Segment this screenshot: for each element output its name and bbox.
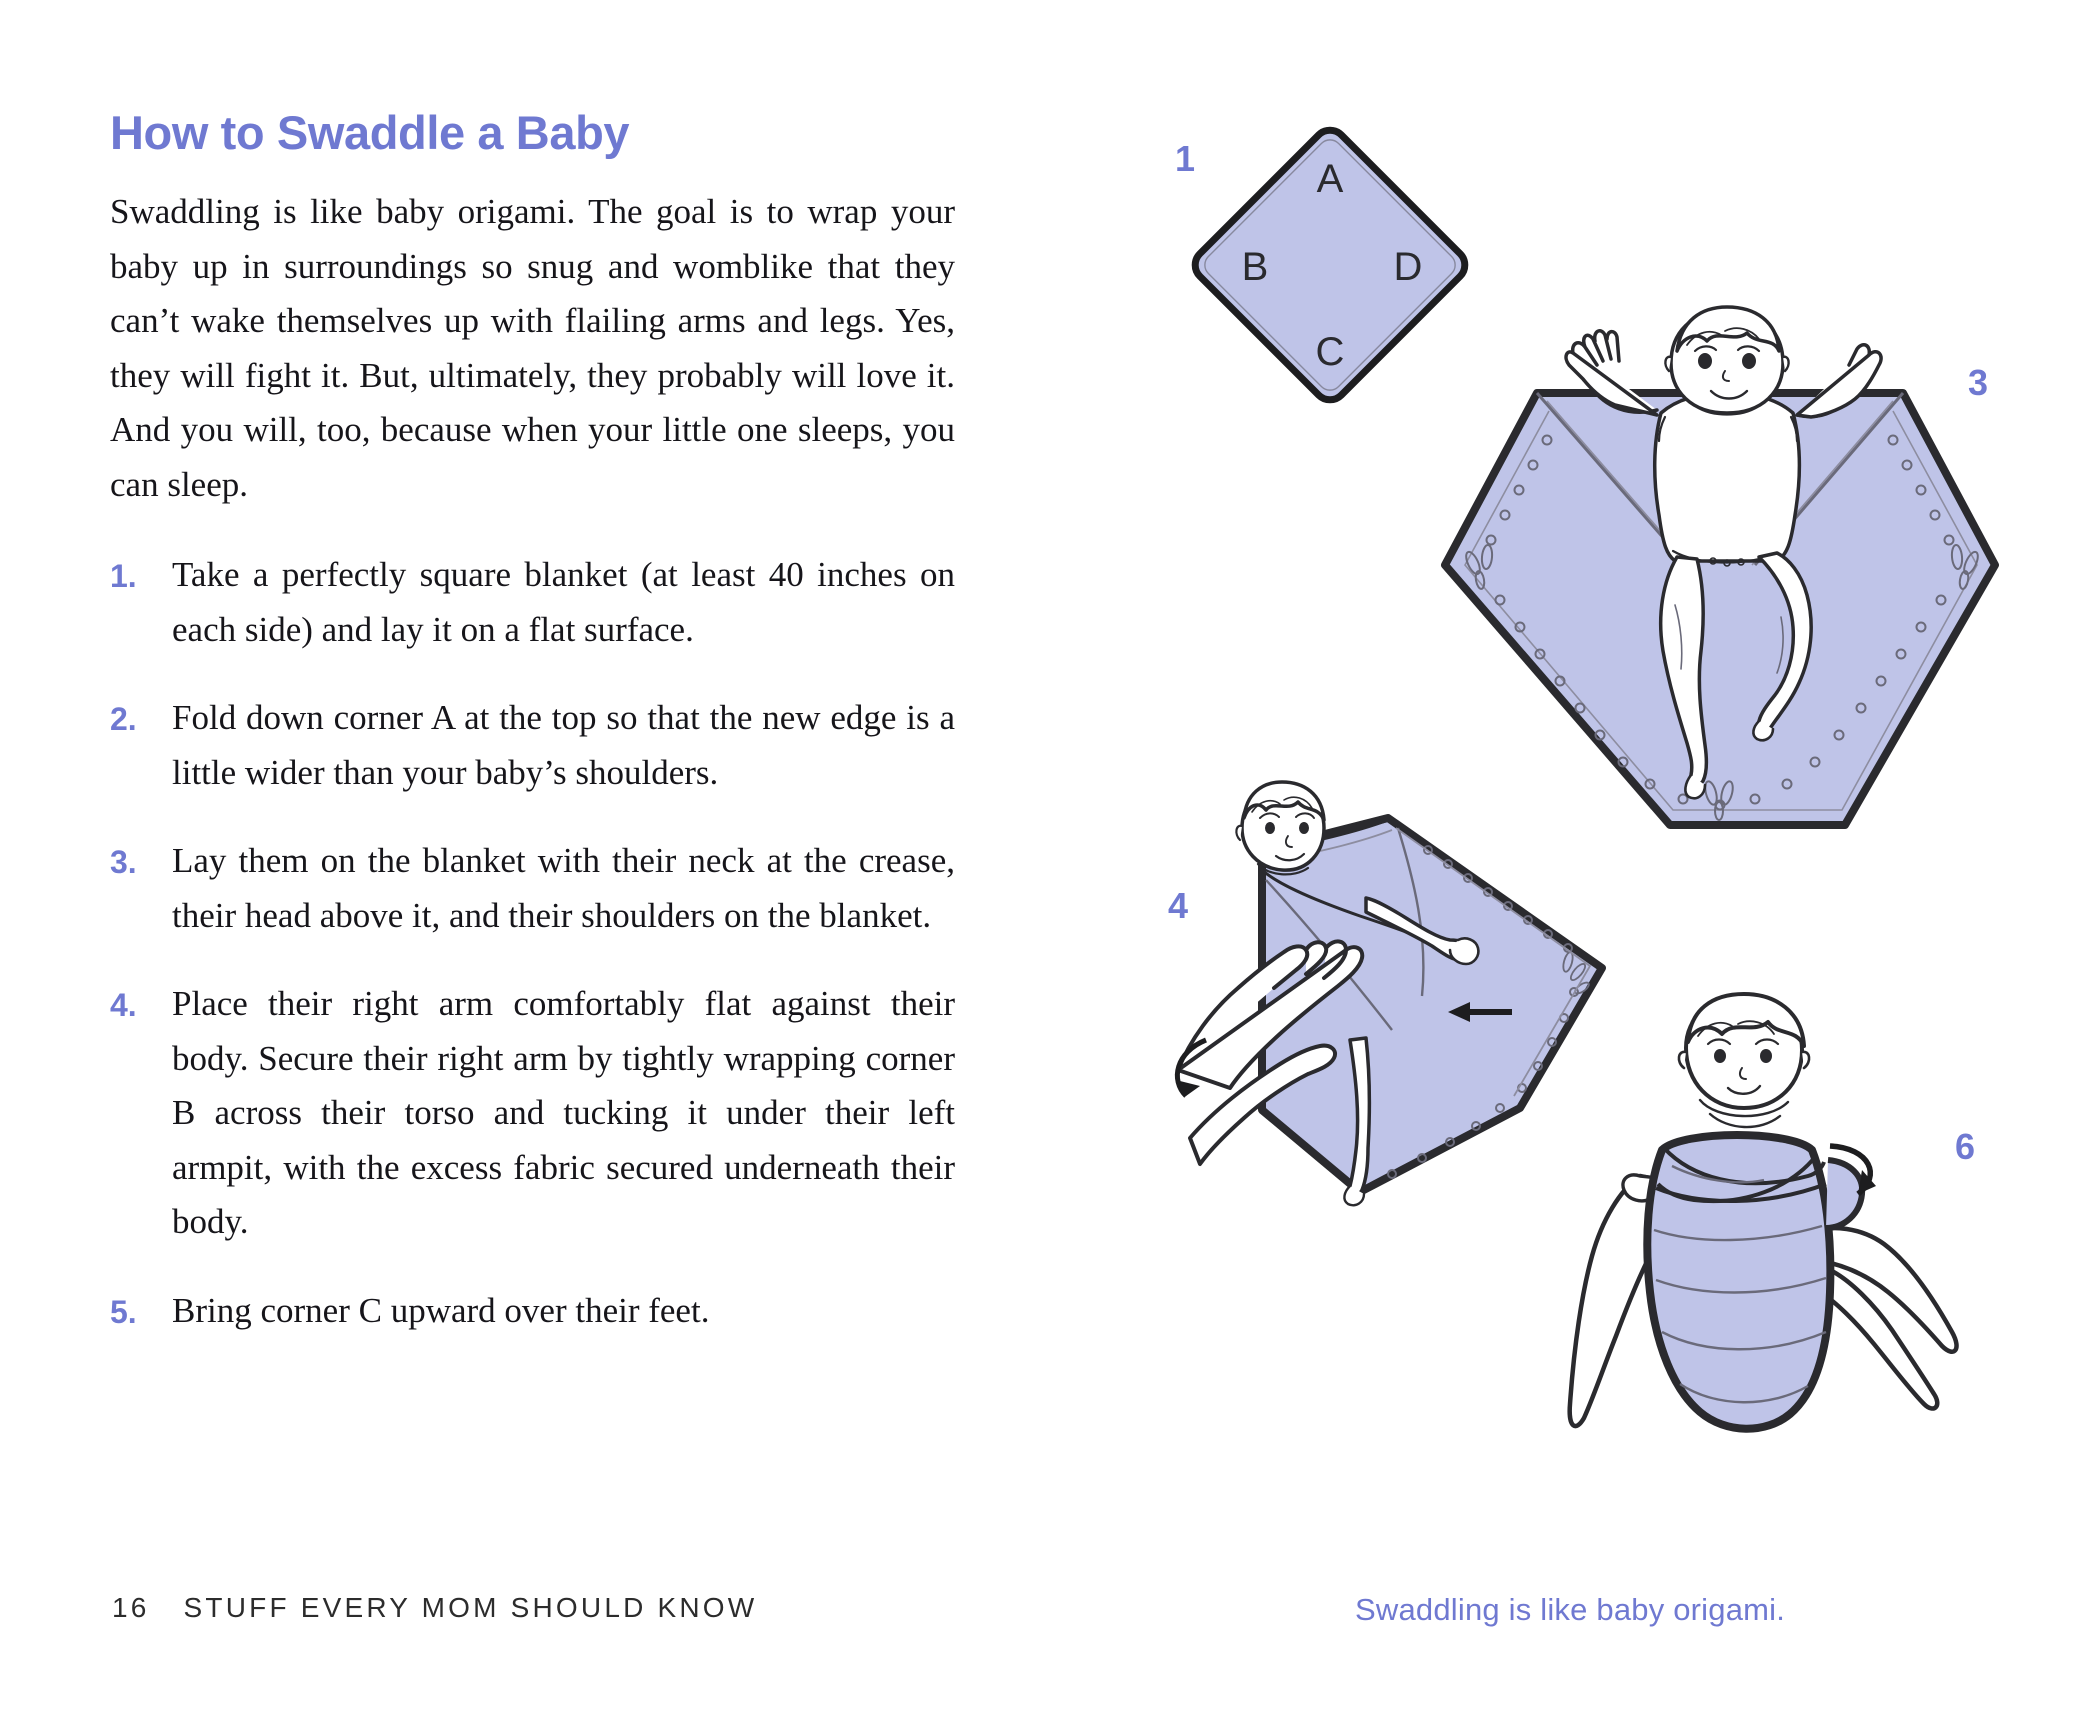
step-item-1 <box>110 548 955 657</box>
book-title: STUFF EVERY MOM SHOULD KNOW <box>183 1592 758 1623</box>
figure-label-3: 3 <box>1968 362 1989 403</box>
corner-label-c: C <box>1315 330 1345 374</box>
page-number: 16 <box>112 1592 150 1623</box>
swaddle-loose-tail <box>1826 1160 1862 1228</box>
baby-ear-right-6 <box>1802 1052 1809 1068</box>
baby-eye-left-6 <box>1714 1049 1726 1063</box>
step-text-1: Take a perfectly square blanket (at least 40 inches on each side) and lay it on a flat surface. <box>172 555 955 649</box>
baby-eye-right <box>1742 353 1756 369</box>
baby-eye-left <box>1698 353 1712 369</box>
figure-label-4: 4 <box>1168 885 1189 926</box>
step-number-5: 5. <box>110 1293 137 1330</box>
baby-onesie-torso <box>1655 393 1800 561</box>
baby-eye-left-4 <box>1265 822 1275 834</box>
figure-label-1: 1 <box>1175 138 1196 179</box>
step-text-4: Place their right arm comfortably flat against their body. Secure their right arm by tightly wrapping corner B across their torso and tucking it under their left armpit, with the excess fabric secured underneath their body. <box>172 984 955 1242</box>
baby-eye-right-6 <box>1760 1049 1772 1063</box>
page-title: How to Swaddle a Baby <box>110 106 630 159</box>
step-text-2: Fold down corner A at the top so that the new edge is a little wider than your baby’s shoulders. <box>172 698 955 792</box>
baby-eye-right-4 <box>1299 822 1309 834</box>
step-item-4 <box>110 977 955 1250</box>
article-text-column <box>110 108 955 1338</box>
footer-running-head <box>112 1592 757 1624</box>
step-number-3: 3. <box>110 844 137 881</box>
step-number-2: 2. <box>110 701 137 738</box>
baby-ear-left-6 <box>1679 1052 1686 1068</box>
step-item-2 <box>110 691 955 800</box>
corner-label-a: A <box>1316 157 1344 201</box>
step-item-5 <box>110 1284 955 1339</box>
step-number-1: 1. <box>110 558 137 595</box>
figure-caption: Swaddling is like baby origami. <box>1355 1592 1786 1627</box>
step-item-3 <box>110 834 955 943</box>
intro-paragraph: Swaddling is like baby origami. The goal is to wrap your baby up in surroundings so snug and womblike that they can’t wake themselves up with flailing arms and legs. Yes, they will fight it. But, ultimately, they probably will love it. And you will, too, because when your little one sleeps, you can sleep. <box>110 192 955 504</box>
illustration-panel <box>1150 80 2050 1530</box>
baby-figure-6 <box>1679 994 1809 1127</box>
figure-6-swaddled-baby-held <box>1540 980 2000 1450</box>
step-number-4: 4. <box>110 987 137 1024</box>
figure-label-6: 6 <box>1955 1126 1976 1167</box>
corner-label-d: D <box>1393 245 1423 289</box>
swaddle-steps-list <box>110 548 955 1338</box>
swaddle-bundle-6 <box>1647 1135 1862 1429</box>
corner-label-b: B <box>1241 245 1269 289</box>
step-text-5: Bring corner C upward over their feet. <box>172 1290 710 1330</box>
step-text-3: Lay them on the blanket with their neck at the crease, their head above it, and their shoulders on the blanket. <box>172 841 955 935</box>
